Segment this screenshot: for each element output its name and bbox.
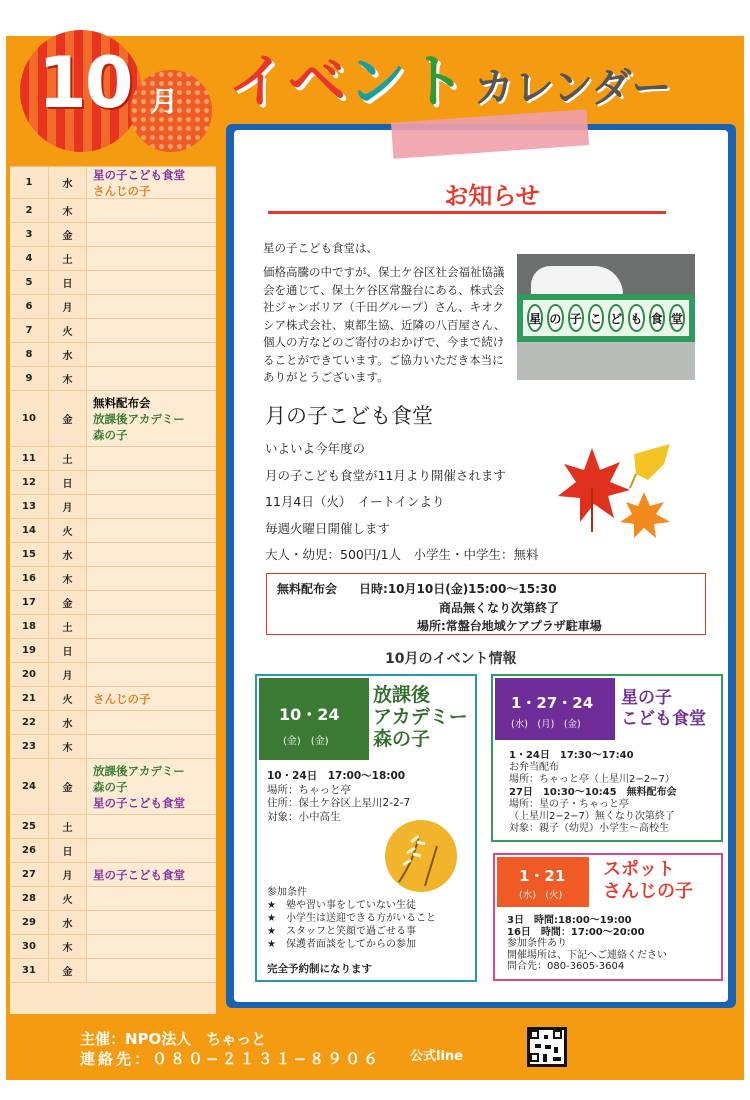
calendar-day: 30 <box>10 935 48 958</box>
top-margin <box>0 0 750 36</box>
calendar-day: 14 <box>10 519 48 542</box>
calendar-row <box>10 687 216 711</box>
calendar-weekday: 火 <box>48 887 86 910</box>
calendar-day: 4 <box>10 247 48 270</box>
calendar-events <box>86 687 216 710</box>
calendar-day: 6 <box>10 295 48 318</box>
page-title <box>228 34 671 114</box>
calendar-day: 11 <box>10 447 48 470</box>
calendar-day: 12 <box>10 471 48 494</box>
calendar-row <box>10 367 216 391</box>
event-card-hoshinoko <box>491 674 723 842</box>
calendar-weekday: 水 <box>48 167 86 198</box>
calendar-events <box>86 295 216 318</box>
calendar-list <box>10 166 216 1014</box>
month-number: 10 <box>38 42 132 124</box>
calendar-day: 26 <box>10 839 48 862</box>
calendar-weekday: 水 <box>48 711 86 734</box>
calendar-event: 森の子 <box>93 779 128 794</box>
calendar-day: 5 <box>10 271 48 294</box>
calendar-day: 16 <box>10 567 48 590</box>
calendar-row <box>10 735 216 759</box>
event-details: 3日 時間:18:00〜19:00 16日 時間：17:00〜20:00 参加条件あり 開催場所は、下記へご連絡ください 問合先：080-3605-3604 <box>507 915 667 972</box>
calendar-row <box>10 591 216 615</box>
calendar-weekday: 火 <box>48 687 86 710</box>
calendar-weekday: 木 <box>48 567 86 590</box>
event-title: 放課後 アカデミー 森の子 <box>373 684 468 750</box>
calendar-row <box>10 271 216 295</box>
calendar-events <box>86 519 216 542</box>
tsuki-line: 大人・幼児：500円/1人 小学生・中学生：無料 <box>265 547 539 562</box>
banner-letter: 星 <box>527 304 543 332</box>
calendar-weekday: 金 <box>48 391 86 446</box>
calendar-day: 20 <box>10 663 48 686</box>
calendar-weekday: 月 <box>48 863 86 886</box>
calendar-row <box>10 959 216 983</box>
calendar-events <box>86 495 216 518</box>
calendar-weekday: 金 <box>48 759 86 814</box>
calendar-weekday: 日 <box>48 839 86 862</box>
calendar-events <box>86 911 216 934</box>
calendar-event: 星の子こども食堂 <box>93 795 185 810</box>
calendar-weekday: 日 <box>48 471 86 494</box>
event-date-badge <box>259 678 369 760</box>
calendar-weekday: 水 <box>48 543 86 566</box>
calendar-row <box>10 663 216 687</box>
banner-letter: 食 <box>649 304 665 332</box>
calendar-day: 28 <box>10 887 48 910</box>
calendar-weekday: 土 <box>48 815 86 838</box>
calendar-day: 13 <box>10 495 48 518</box>
event-dow: (金) (金) <box>283 736 329 747</box>
calendar-day: 7 <box>10 319 48 342</box>
event-date-badge <box>495 678 615 740</box>
calendar-event: 無料配布会 <box>93 395 151 410</box>
event-date: 1・21 <box>519 867 566 885</box>
free-dist-place: 場所:常盤台地域ケアプラザ駐車場 <box>417 619 602 633</box>
calendar-row <box>10 167 216 199</box>
calendar-events <box>86 863 216 886</box>
calendar-row <box>10 519 216 543</box>
calendar-events <box>86 959 216 982</box>
calendar-events <box>86 615 216 638</box>
calendar-events <box>86 271 216 294</box>
calendar-events <box>86 735 216 758</box>
calendar-weekday: 土 <box>48 247 86 270</box>
calendar-row <box>10 223 216 247</box>
calendar-weekday: 日 <box>48 271 86 294</box>
calendar-events <box>86 247 216 270</box>
calendar-row <box>10 639 216 663</box>
calendar-day: 25 <box>10 815 48 838</box>
event-title: スポット さんじの子 <box>603 859 693 902</box>
contact-phone: 連絡先：０８０−２１３１−８９０６ <box>80 1050 382 1068</box>
calendar-weekday: 火 <box>48 519 86 542</box>
calendar-row <box>10 863 216 887</box>
event-conditions: 参加条件 ★ 塾や習い事をしていない生徒 ★ 小学生は送迎できる方がいること ★ スタッフと笑顔で過ごせる事 ★ 保護者面談をしてからの参加 <box>267 887 436 950</box>
calendar-day: 8 <box>10 343 48 366</box>
calendar-event: 星の子こども食堂 <box>93 167 185 182</box>
event-date: 1・27・24 <box>511 694 594 712</box>
calendar-events <box>86 367 216 390</box>
calendar-events <box>86 199 216 222</box>
calendar-row <box>10 567 216 591</box>
banner-letter: も <box>628 304 644 332</box>
calendar-events <box>86 543 216 566</box>
calendar-row <box>10 247 216 271</box>
banner-letter: 子 <box>568 304 584 332</box>
calendar-day: 2 <box>10 199 48 222</box>
calendar-weekday: 火 <box>48 319 86 342</box>
calendar-events <box>86 639 216 662</box>
calendar-events <box>86 447 216 470</box>
event-details: 10・24日 17:00〜18:00 場所：ちゃっと亭 住所：保土ケ谷区上星川2-2-7 対象：小中高生 <box>267 770 411 823</box>
tsuki-line: 月の子こども食堂が11月より開催されます <box>265 467 506 483</box>
photo-banner <box>523 300 689 336</box>
calendar-day: 9 <box>10 367 48 390</box>
notice-divider <box>268 211 666 214</box>
calendar-weekday: 土 <box>48 447 86 470</box>
event-title: 星の子 こども食堂 <box>621 688 706 729</box>
free-dist-label: 無料配布会 <box>277 582 338 596</box>
calendar-events <box>86 839 216 862</box>
calendar-day: 1 <box>10 167 48 198</box>
calendar-row <box>10 495 216 519</box>
calendar-day: 29 <box>10 911 48 934</box>
event-dow: (水) (月) (金) <box>511 719 581 730</box>
notice-body: 価格高騰の中ですが、保土ケ谷区社会福祉協議会を通じて、保土ケ谷区常盤台にある、株式会社ジャンボリア（千田グループ）さん、キオクシア株式会社、東都生協、近隣の八百屋さん、個人の方などのご寄付のおかげで、今まで続けることができています。ご協力いただき本当にありがとうございます。 <box>263 265 506 384</box>
title-calendar: カレンダー <box>474 65 672 111</box>
calendar-row <box>10 815 216 839</box>
calendar-event: さんじの子 <box>93 183 151 198</box>
calendar-events <box>86 591 216 614</box>
calendar-row <box>10 839 216 863</box>
calendar-weekday: 日 <box>48 639 86 662</box>
calendar-row <box>10 471 216 495</box>
calendar-weekday: 水 <box>48 911 86 934</box>
calendar-row <box>10 319 216 343</box>
event-details: 1・24日 17:30〜17:40 お弁当配布 場所：ちゃっと亭（上星川2−2−7） 27日 10:30〜10:45 無料配布会 場所：星の子・ちゃっと亭 （上星川2−2−7）無くなり次第終了 対象：親子（幼児）小学生〜高校生 <box>509 750 677 835</box>
official-line-label[interactable]: 公式line <box>410 1049 463 1064</box>
calendar-weekday: 月 <box>48 295 86 318</box>
calendar-events <box>86 759 216 814</box>
calendar-events <box>86 935 216 958</box>
calendar-day: 23 <box>10 735 48 758</box>
tsuki-line: 11月4日（火） イートインより <box>265 494 445 509</box>
calendar-row <box>10 543 216 567</box>
tsuki-line: 毎週火曜日開催します <box>265 520 391 536</box>
calendar-weekday: 木 <box>48 367 86 390</box>
calendar-events <box>86 343 216 366</box>
calendar-day: 31 <box>10 959 48 982</box>
calendar-row <box>10 447 216 471</box>
calendar-day: 21 <box>10 687 48 710</box>
moon-icon <box>385 820 457 892</box>
calendar-weekday: 木 <box>48 199 86 222</box>
calendar-day: 17 <box>10 591 48 614</box>
calendar-events <box>86 167 216 198</box>
calendar-weekday: 木 <box>48 935 86 958</box>
calendar-row <box>10 343 216 367</box>
title-event: イベント <box>228 47 469 115</box>
autumn-leaves-icon <box>552 440 682 540</box>
free-distribution-box <box>266 573 706 635</box>
banner-letter: 堂 <box>669 304 685 332</box>
banner-letter: の <box>547 304 563 332</box>
calendar-row <box>10 295 216 319</box>
calendar-day: 3 <box>10 223 48 246</box>
event-dow: (水) (火) <box>519 890 563 901</box>
calendar-weekday: 金 <box>48 959 86 982</box>
calendar-day: 22 <box>10 711 48 734</box>
tsuki-title: 月の子こども食堂 <box>265 404 433 428</box>
event-card-sanjinoko <box>493 853 723 981</box>
calendar-weekday: 月 <box>48 495 86 518</box>
calendar-row <box>10 391 216 447</box>
notice-intro: 星の子こども食堂は、 <box>263 241 378 255</box>
tsuki-line: いよいよ今年度の <box>265 441 366 456</box>
banner-letter: ど <box>608 304 624 332</box>
calendar-events <box>86 567 216 590</box>
calendar-day: 15 <box>10 543 48 566</box>
calendar-event: 放課後アカデミー <box>93 763 185 778</box>
calendar-events <box>86 711 216 734</box>
free-dist-note: 商品無くなり次第終了 <box>439 601 560 615</box>
calendar-row <box>10 711 216 735</box>
calendar-day: 19 <box>10 639 48 662</box>
reservation-note: 完全予約制になります <box>267 963 372 975</box>
calendar-weekday: 水 <box>48 343 86 366</box>
calendar-event: さんじの子 <box>93 691 151 706</box>
calendar-events <box>86 319 216 342</box>
calendar-row <box>10 759 216 815</box>
calendar-events <box>86 815 216 838</box>
calendar-weekday: 金 <box>48 223 86 246</box>
month-suffix-badge <box>130 70 212 152</box>
calendar-weekday: 金 <box>48 591 86 614</box>
event-date-badge <box>497 857 589 907</box>
calendar-weekday: 木 <box>48 735 86 758</box>
calendar-weekday: 月 <box>48 663 86 686</box>
banner-letter: こ <box>588 304 604 332</box>
calendar-day: 24 <box>10 759 48 814</box>
calendar-events <box>86 887 216 910</box>
calendar-row <box>10 199 216 223</box>
kitchen-photo <box>517 254 695 380</box>
free-dist-datetime: 日時:10月10日(金)15:00〜15:30 <box>359 582 557 596</box>
calendar-row <box>10 935 216 959</box>
calendar-weekday: 土 <box>48 615 86 638</box>
tsuki-details <box>265 436 539 569</box>
calendar-events <box>86 391 216 446</box>
calendar-row <box>10 615 216 639</box>
calendar-row <box>10 911 216 935</box>
calendar-day: 27 <box>10 863 48 886</box>
calendar-day: 10 <box>10 391 48 446</box>
event-date: 10・24 <box>279 705 340 724</box>
calendar-event: 星の子こども食堂 <box>93 867 185 882</box>
notice-title: お知らせ <box>444 182 540 210</box>
events-heading: 10月のイベント情報 <box>385 651 517 667</box>
calendar-events <box>86 223 216 246</box>
month-suffix: 月 <box>150 85 179 118</box>
calendar-event: 森の子 <box>93 427 128 442</box>
calendar-event: 放課後アカデミー <box>93 411 185 426</box>
calendar-events <box>86 663 216 686</box>
calendar-events <box>86 471 216 494</box>
calendar-day: 18 <box>10 615 48 638</box>
line-qr-code[interactable] <box>527 1027 567 1067</box>
organizer: 主催：NPO法人 ちゃっと <box>80 1030 267 1048</box>
calendar-row <box>10 887 216 911</box>
